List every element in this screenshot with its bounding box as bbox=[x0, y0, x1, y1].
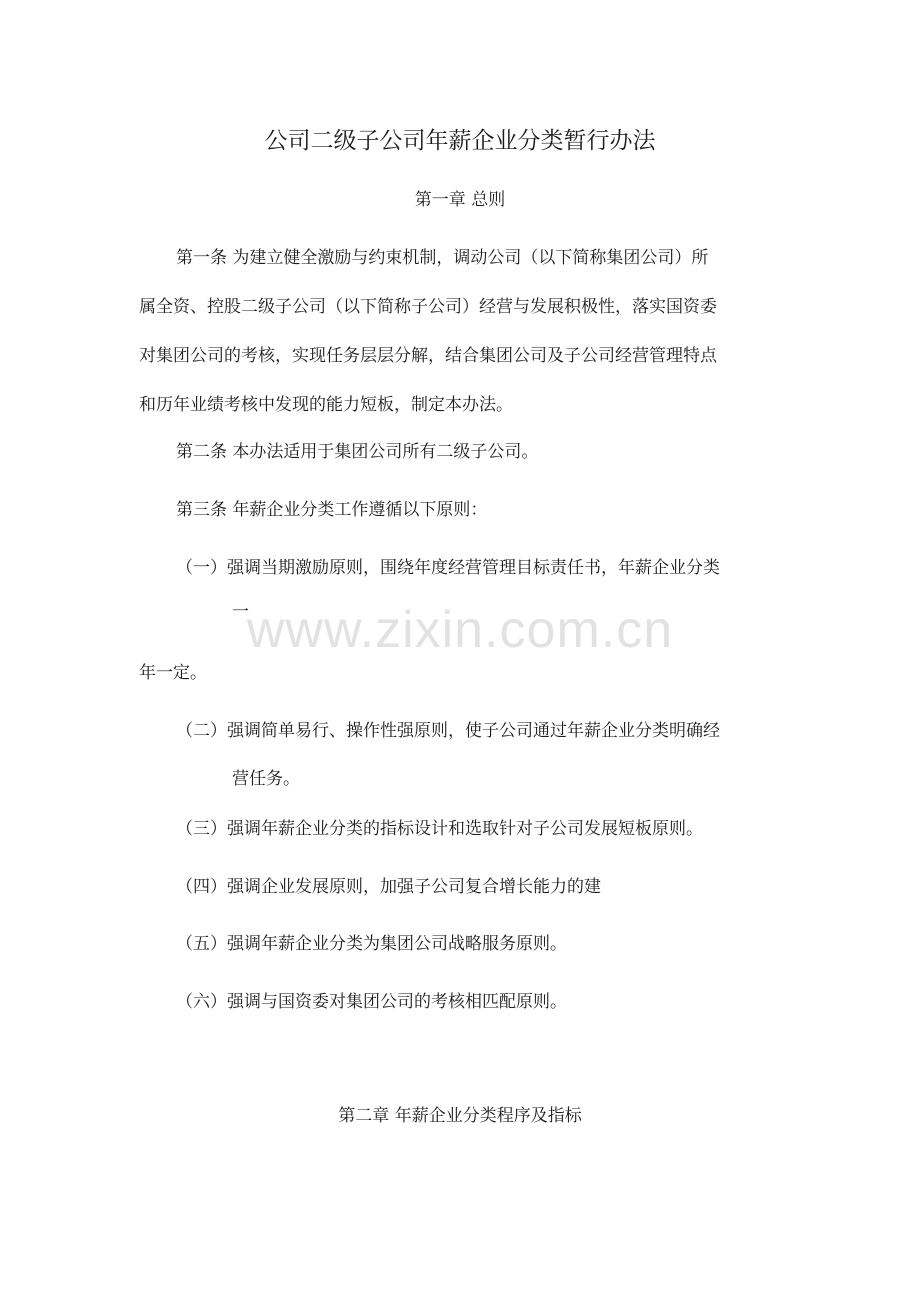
article-1-line-3: 对集团公司的考核，实现任务层层分解，结合集团公司及子公司经营管理特点 bbox=[139, 346, 717, 366]
article-2: 第二条 本办法适用于集团公司所有二级子公司。 bbox=[176, 442, 539, 462]
principle-1-line-3: 年一定。 bbox=[139, 663, 207, 683]
article-1-line-4: 和历年业绩考核中发现的能力短板，制定本办法。 bbox=[139, 395, 513, 415]
principle-1-line-2: 一 bbox=[232, 602, 249, 622]
principle-3: （三）强调年薪企业分类的指标设计和选取针对子公司发展短板原则。 bbox=[176, 819, 703, 839]
principle-2-line-1: （二）强调简单易行、操作性强原则，使子公司通过年薪企业分类明确经 bbox=[176, 721, 720, 741]
watermark-text: www.zixin.com.cn bbox=[246, 601, 674, 659]
principle-6: （六）强调与国资委对集团公司的考核相匹配原则。 bbox=[176, 992, 567, 1012]
article-3: 第三条 年薪企业分类工作遵循以下原则： bbox=[176, 500, 488, 520]
chapter-2-heading: 第二章 年薪企业分类程序及指标 bbox=[338, 1106, 582, 1126]
document-title: 公司二级子公司年薪企业分类暂行办法 bbox=[264, 128, 656, 154]
chapter-1-heading: 第一章 总则 bbox=[414, 190, 506, 210]
article-1-line-2: 属全资、控股二级子公司（以下简称子公司）经营与发展积极性，落实国资委 bbox=[139, 297, 717, 317]
principle-1-line-1: （一）强调当期激励原则，围绕年度经营管理目标责任书，年薪企业分类 bbox=[176, 558, 720, 578]
principle-4: （四）强调企业发展原则，加强子公司复合增长能力的建 bbox=[176, 877, 601, 897]
article-1-line-1: 第一条 为建立健全激励与约束机制，调动公司（以下简称集团公司）所 bbox=[176, 248, 709, 268]
principle-2-line-2: 营任务。 bbox=[232, 769, 300, 789]
principle-5: （五）强调年薪企业分类为集团公司战略服务原则。 bbox=[176, 934, 567, 954]
